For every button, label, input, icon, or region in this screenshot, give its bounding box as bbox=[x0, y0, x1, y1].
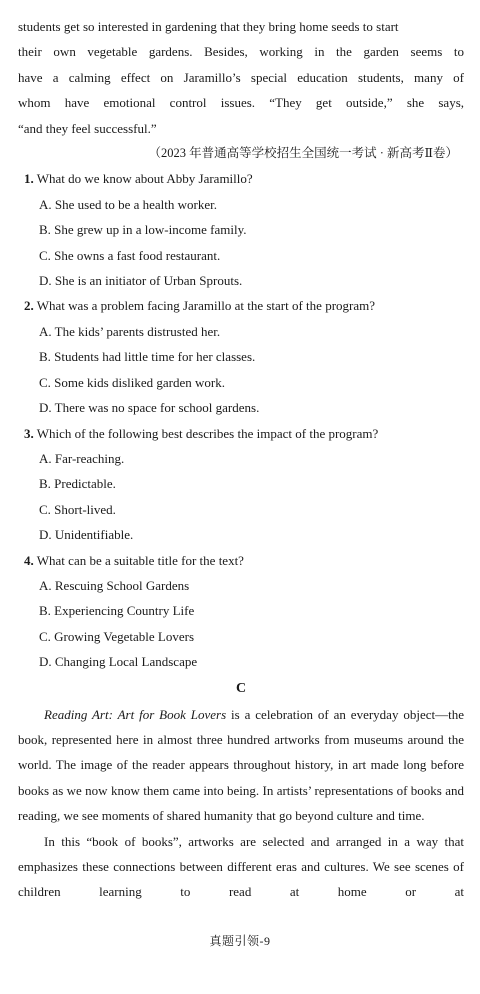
option: D. Unidentifiable. bbox=[39, 527, 134, 543]
question-1 bbox=[18, 166, 464, 293]
question-4 bbox=[18, 548, 464, 675]
option: B. She grew up in a low-income family. bbox=[39, 222, 247, 238]
question-text: What can be a suitable title for the text? bbox=[36, 552, 244, 568]
question-text: What was a problem facing Jaramillo at the start of the program? bbox=[36, 298, 376, 314]
option: A. Far-reaching. bbox=[39, 450, 125, 466]
option: A. She used to be a health worker. bbox=[39, 196, 217, 212]
question-number: 1. bbox=[24, 171, 34, 187]
exam-source: （2023 年普通高等学校招生全国统一考试 · 新高考Ⅱ卷） bbox=[148, 146, 458, 161]
question-number: 3. bbox=[24, 425, 34, 441]
option: C. Growing Vegetable Lovers bbox=[39, 628, 195, 644]
option: D. There was no space for school gardens. bbox=[39, 400, 260, 416]
option: A. The kids’ parents distrusted her. bbox=[39, 323, 221, 339]
question-number: 2. bbox=[24, 298, 34, 314]
section-c-paragraph-1 bbox=[18, 702, 464, 829]
intro-line: whom have emotional control issues. “They get outside,” she says, bbox=[18, 95, 464, 111]
intro-line: students get so interested in gardening that they bring home seeds to start bbox=[18, 19, 399, 34]
option: D. Changing Local Landscape bbox=[39, 654, 198, 670]
option: B. Predictable. bbox=[39, 476, 116, 492]
question-number: 4. bbox=[24, 552, 34, 568]
intro-line: have a calming effect on Jaramillo’s special education students, many of bbox=[18, 69, 464, 85]
paragraph-text: is a celebration of an everyday object—the book, represented here in almost three hundred artworks from museums around the world. The image of the reader appears throughout history, in art made long before books as we now know them came into being. In artists’ representations of books and reading, we see moments of shared humanity that go beyond culture and time. bbox=[18, 706, 464, 824]
section-c-paragraph-2: In this “book of books”, artworks are selected and arranged in a way that emphasizes these connections between different eras and cultures. We see scenes of children learning to read at home or at bbox=[18, 833, 464, 900]
option: C. She owns a fast food restaurant. bbox=[39, 247, 221, 263]
option: C. Short-lived. bbox=[39, 501, 116, 517]
intro-line: “and they feel successful.” bbox=[18, 120, 157, 136]
book-title: Reading Art: Art for Book Lovers bbox=[44, 706, 227, 722]
option: C. Some kids disliked garden work. bbox=[39, 374, 225, 390]
question-text: Which of the following best describes the impact of the program? bbox=[36, 425, 379, 441]
question-2 bbox=[18, 293, 464, 420]
document-page bbox=[18, 14, 464, 905]
option: D. She is an initiator of Urban Sprouts. bbox=[39, 273, 243, 289]
section-heading: C bbox=[235, 680, 247, 696]
page-footer: 真题引领-9 bbox=[209, 934, 271, 948]
intro-line: their own vegetable gardens. Besides, working in the garden seems to bbox=[18, 44, 464, 60]
question-3 bbox=[18, 421, 464, 548]
option: B. Experiencing Country Life bbox=[39, 603, 195, 619]
option: B. Students had little time for her classes. bbox=[39, 349, 256, 365]
intro-paragraph bbox=[18, 14, 464, 141]
option: A. Rescuing School Gardens bbox=[39, 577, 190, 593]
question-text: What do we know about Abby Jaramillo? bbox=[36, 171, 253, 187]
